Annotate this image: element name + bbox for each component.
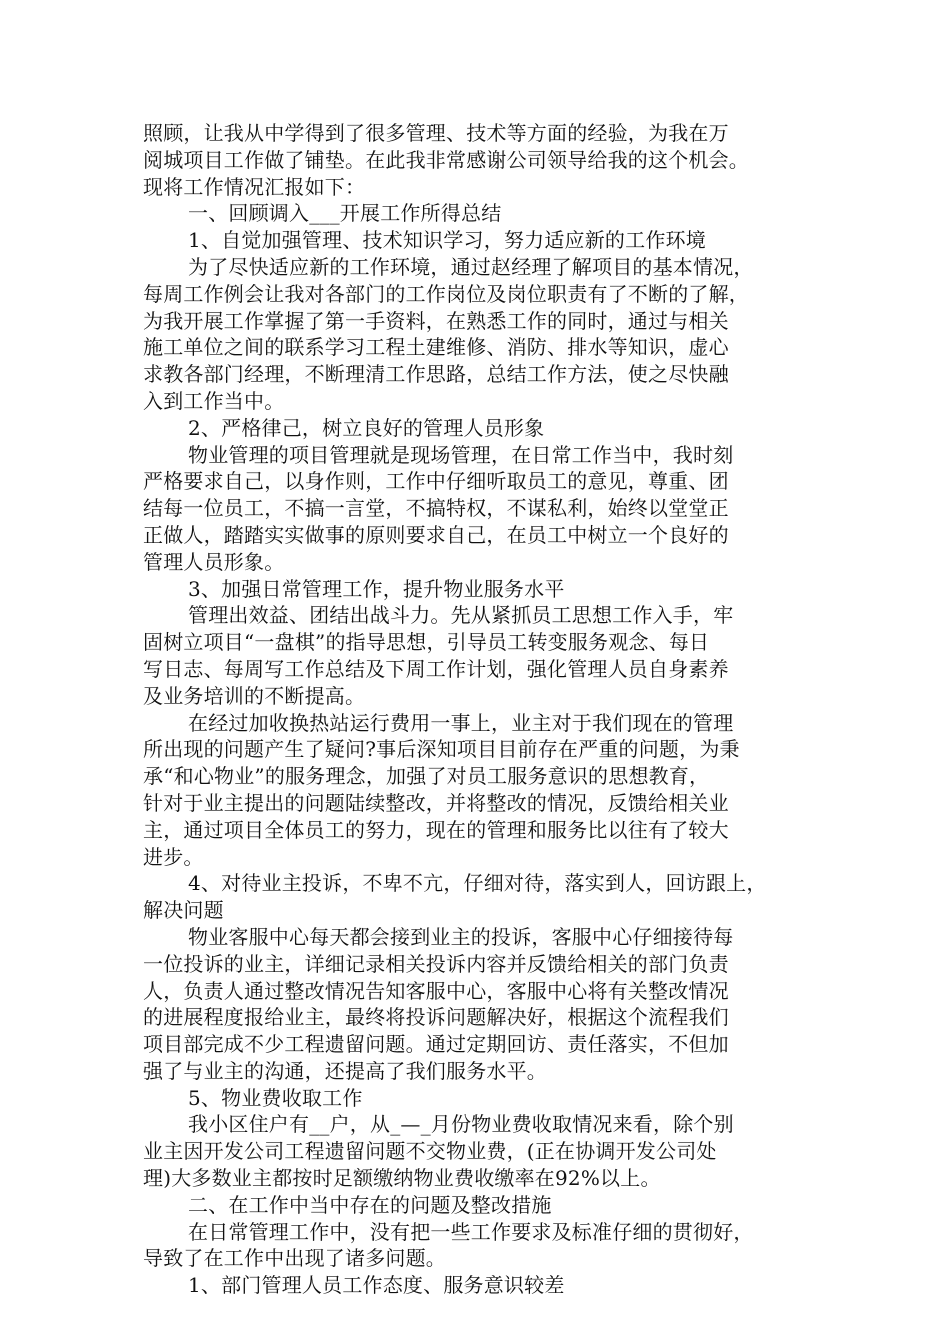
text-line: 强了与业主的沟通，还提高了我们服务水平。 [143,1058,547,1083]
text-line: 承“和心物业”的服务理念，加强了对员工服务意识的思想教育， [143,764,710,789]
document-body [143,120,808,1299]
text-line: 2、严格律己，树立良好的管理人员形象 [188,415,545,440]
text-line: 1、部门管理人员工作态度、服务意识较差 [188,1273,565,1298]
text-line: 固树立项目“一盘棋”的指导思想，引导员工转变服务观念、每日 [143,630,710,655]
text-line: 我小区住户有__户，从_—_月份物业费收取情况来看，除个别 [188,1112,734,1137]
text-line: 每周工作例会让我对各部门的工作岗位及岗位职责有了不断的了解， [143,281,749,306]
text-line: 严格要求自己，以身作则，工作中仔细听取员工的意见，尊重、团 [143,469,729,494]
text-line: 导致了在工作中出现了诸多问题。 [143,1246,446,1271]
text-line: 一、回顾调入___开展工作所得总结 [188,201,502,226]
text-line: 写日志、每周写工作总结及下周工作计划，强化管理人员自身素养 [143,656,729,681]
text-line: 4、对待业主投诉，不卑不亢，仔细对待，落实到人，回访跟上， [188,871,767,896]
text-line: 理)大多数业主都按时足额缴纳物业费收缴率在92%以上。 [143,1166,661,1191]
text-line: 为我开展工作掌握了第一手资料，在熟悉工作的同时，通过与相关 [143,308,729,333]
text-line: 正做人，踏踏实实做事的原则要求自己，在员工中树立一个良好的 [143,522,729,547]
text-line: 入到工作当中。 [143,388,285,413]
text-line: 针对于业主提出的问题陆续整改，并将整改的情况，反馈给相关业 [143,790,729,815]
text-line: 所出现的问题产生了疑问?事后深知项目目前存在严重的问题，为秉 [143,737,740,762]
text-line: 照顾，让我从中学得到了很多管理、技术等方面的经验，为我在万 [143,121,729,145]
text-line: 现将工作情况汇报如下： [143,174,366,199]
text-line: 施工单位之间的联系学习工程土建维修、消防、排水等知识，虚心 [143,335,729,360]
text-line: 1、自觉加强管理、技术知识学习，努力适应新的工作环境 [188,228,706,253]
text-line: 管理出效益、团结出战斗力。先从紧抓员工思想工作入手，牢 [188,603,734,628]
text-line: 项目部完成不少工程遗留问题。通过定期回访、责任落实，不但加 [143,1032,729,1057]
text-line: 主，通过项目全体员工的努力，现在的管理和服务比以往有了较大 [143,817,729,842]
text-line: 3、加强日常管理工作，提升物业服务水平 [188,576,565,601]
text-line: 结每一位员工，不搞一言堂，不搞特权，不谋私利，始终以堂堂正 [143,496,729,521]
text-line: 解决问题 [143,898,224,923]
text-line: 物业管理的项目管理就是现场管理，在日常工作当中，我时刻 [188,442,734,467]
text-line: 求教各部门经理，不断理清工作思路，总结工作方法，使之尽快融 [143,362,729,387]
text-line: 进步。 [143,844,204,869]
text-line: 一位投诉的业主，详细记录相关投诉内容并反馈给相关的部门负责 [143,951,729,976]
text-line: 在日常管理工作中，没有把一些工作要求及标准仔细的贯彻好， [188,1219,754,1244]
text-line: 的进展程度报给业主，最终将投诉问题解决好，根据这个流程我们 [143,1005,729,1030]
text-line: 管理人员形象。 [143,549,285,574]
text-line: 及业务培训的不断提高。 [143,683,366,708]
text-line: 二、在工作中当中存在的问题及整改措施 [188,1192,552,1217]
text-line: 人，负责人通过整改情况告知客服中心，客服中心将有关整改情况 [143,978,729,1003]
text-line: 业主因开发公司工程遗留问题不交物业费，(正在协调开发公司处 [143,1139,717,1164]
text-line: 5、物业费收取工作 [188,1085,363,1110]
text-line: 在经过加收换热站运行费用一事上，业主对于我们现在的管理 [188,710,734,735]
text-line: 物业客服中心每天都会接到业主的投诉，客服中心仔细接待每 [188,924,734,949]
text-line: 为了尽快适应新的工作环境，通过赵经理了解项目的基本情况， [188,254,754,279]
text-line: 阅城项目工作做了铺垫。在此我非常感谢公司领导给我的这个机会。 [143,147,749,172]
